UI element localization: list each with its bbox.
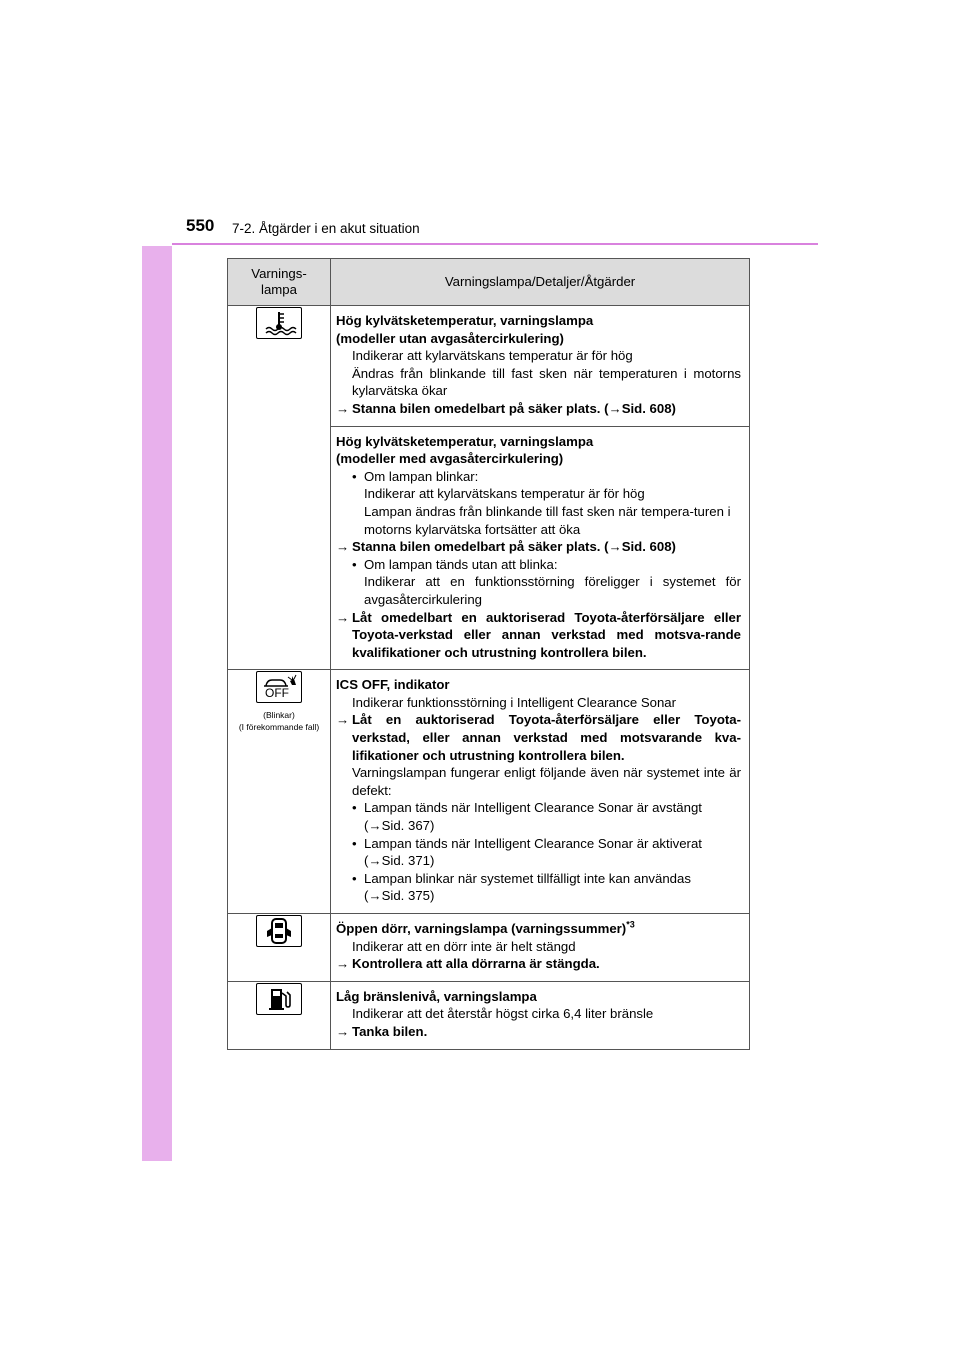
row-title: Låg bränslenivå, varningslampa <box>336 988 537 1004</box>
table-row-fuel <box>228 981 750 1049</box>
note-line: Varningslampan fungerar enligt följande även när systemet inte är defekt: <box>352 765 741 798</box>
details-cell-coolant-egr <box>331 426 750 670</box>
bullet-item: • Lampan blinkar när systemet tillfälligt inte kan användas (→Sid. 375) <box>352 870 691 904</box>
bullet-item: • Om lampan blinkar: <box>352 468 479 484</box>
bullet-detail: Indikerar att en funktionsstörning föreligger i systemet för avgasåtercirkulering <box>364 574 741 607</box>
lamp-cell-coolant <box>228 306 331 670</box>
action-line: → Låt en auktoriserad Toyota-återförsäljare eller Toyota-verkstad, eller annan verkstad med motsvarande kva-lifikationer och utrustning kontrollera bilen. <box>336 712 741 763</box>
action-line: → Kontrollera att alla dörrarna är stängda. <box>336 956 600 972</box>
warning-lamp-table <box>227 258 750 1050</box>
page-number: 550 <box>186 216 215 235</box>
action-line: → Stanna bilen omedelbart på säker plats. (→Sid. 608) <box>336 539 676 555</box>
description-line: Indikerar att en dörr inte är helt stängd <box>352 938 576 954</box>
action-line: → Tanka bilen. <box>336 1023 428 1039</box>
table-header-row <box>228 259 750 306</box>
row-subtitle: (modeller med avgasåtercirkulering) <box>336 451 564 467</box>
bullet-item: • Lampan tänds när Intelligent Clearance Sonar är avstängt (→Sid. 367) <box>352 800 702 834</box>
row-title: Hög kylvätsketemperatur, varningslampa <box>336 433 594 449</box>
row-title: Hög kylvätsketemperatur, varningslampa <box>336 313 594 328</box>
bullet-detail: Lampan ändras från blinkande till fast sken när tempera-turen i motorns kylarvätska fortsätter att öka <box>364 503 731 537</box>
door-open-icon <box>256 915 302 947</box>
chapter-title: 7-2. Åtgärder i en akut situation <box>232 221 420 236</box>
row-title: ICS OFF, indikator <box>336 677 450 693</box>
coolant-temperature-icon <box>256 307 302 339</box>
bullet-item: • Om lampan tänds utan att blinka: <box>352 556 558 572</box>
header-rule <box>172 243 818 245</box>
ics-off-icon: OFF <box>256 671 302 703</box>
description-line: Indikerar att det återstår högst cirka 6,4 liter bränsle <box>352 1006 654 1022</box>
bullet-detail: Indikerar att kylarvätskans temperatur är för hög <box>364 486 645 502</box>
table-row-ics-off <box>228 670 750 914</box>
lamp-cell-ics-off <box>228 670 331 914</box>
details-cell-fuel <box>331 981 750 1049</box>
fuel-pump-icon <box>256 983 302 1015</box>
description-line: Indikerar funktionsstörning i Intelligent Clearance Sonar <box>352 694 677 710</box>
column-header-details: Varningslampa/Detaljer/Åtgärder <box>331 259 750 306</box>
description-line: Ändras från blinkande till fast sken när temperaturen i motorns kylarvätska ökar <box>352 365 741 399</box>
bullet-item: • Lampan tänds när Intelligent Clearance Sonar är aktiverat (→Sid. 371) <box>352 835 702 869</box>
icon-caption-if-equipped: (I förekommande fall) <box>238 721 320 732</box>
icon-caption-blinking: (Blinkar) <box>263 709 295 720</box>
action-line: → Låt omedelbart en auktoriserad Toyota-återförsäljare eller Toyota-verkstad eller annan verkstad med motsva-rande kvalifikationer och utrustning kontrollera bilen. <box>336 609 741 660</box>
details-cell-door <box>331 914 750 982</box>
row-subtitle: (modeller utan avgasåtercirkulering) <box>336 330 564 346</box>
lamp-cell-door <box>228 914 331 982</box>
details-cell-ics-off <box>331 670 750 914</box>
table-row-door <box>228 914 750 982</box>
column-header-lamp: Varnings- lampa <box>228 259 331 306</box>
description-line: Indikerar att kylarvätskans temperatur är för hög <box>352 348 633 364</box>
action-line: → Stanna bilen omedelbart på säker plats. (→Sid. 608) <box>336 400 676 416</box>
table-row-coolant-no-egr <box>228 306 750 427</box>
row-title: Öppen dörr, varningslampa (varningssummer)$^{*3}$ <box>336 919 635 936</box>
details-cell-coolant-no-egr <box>331 306 750 427</box>
lamp-cell-fuel <box>228 981 331 1049</box>
side-color-band <box>142 196 172 1161</box>
